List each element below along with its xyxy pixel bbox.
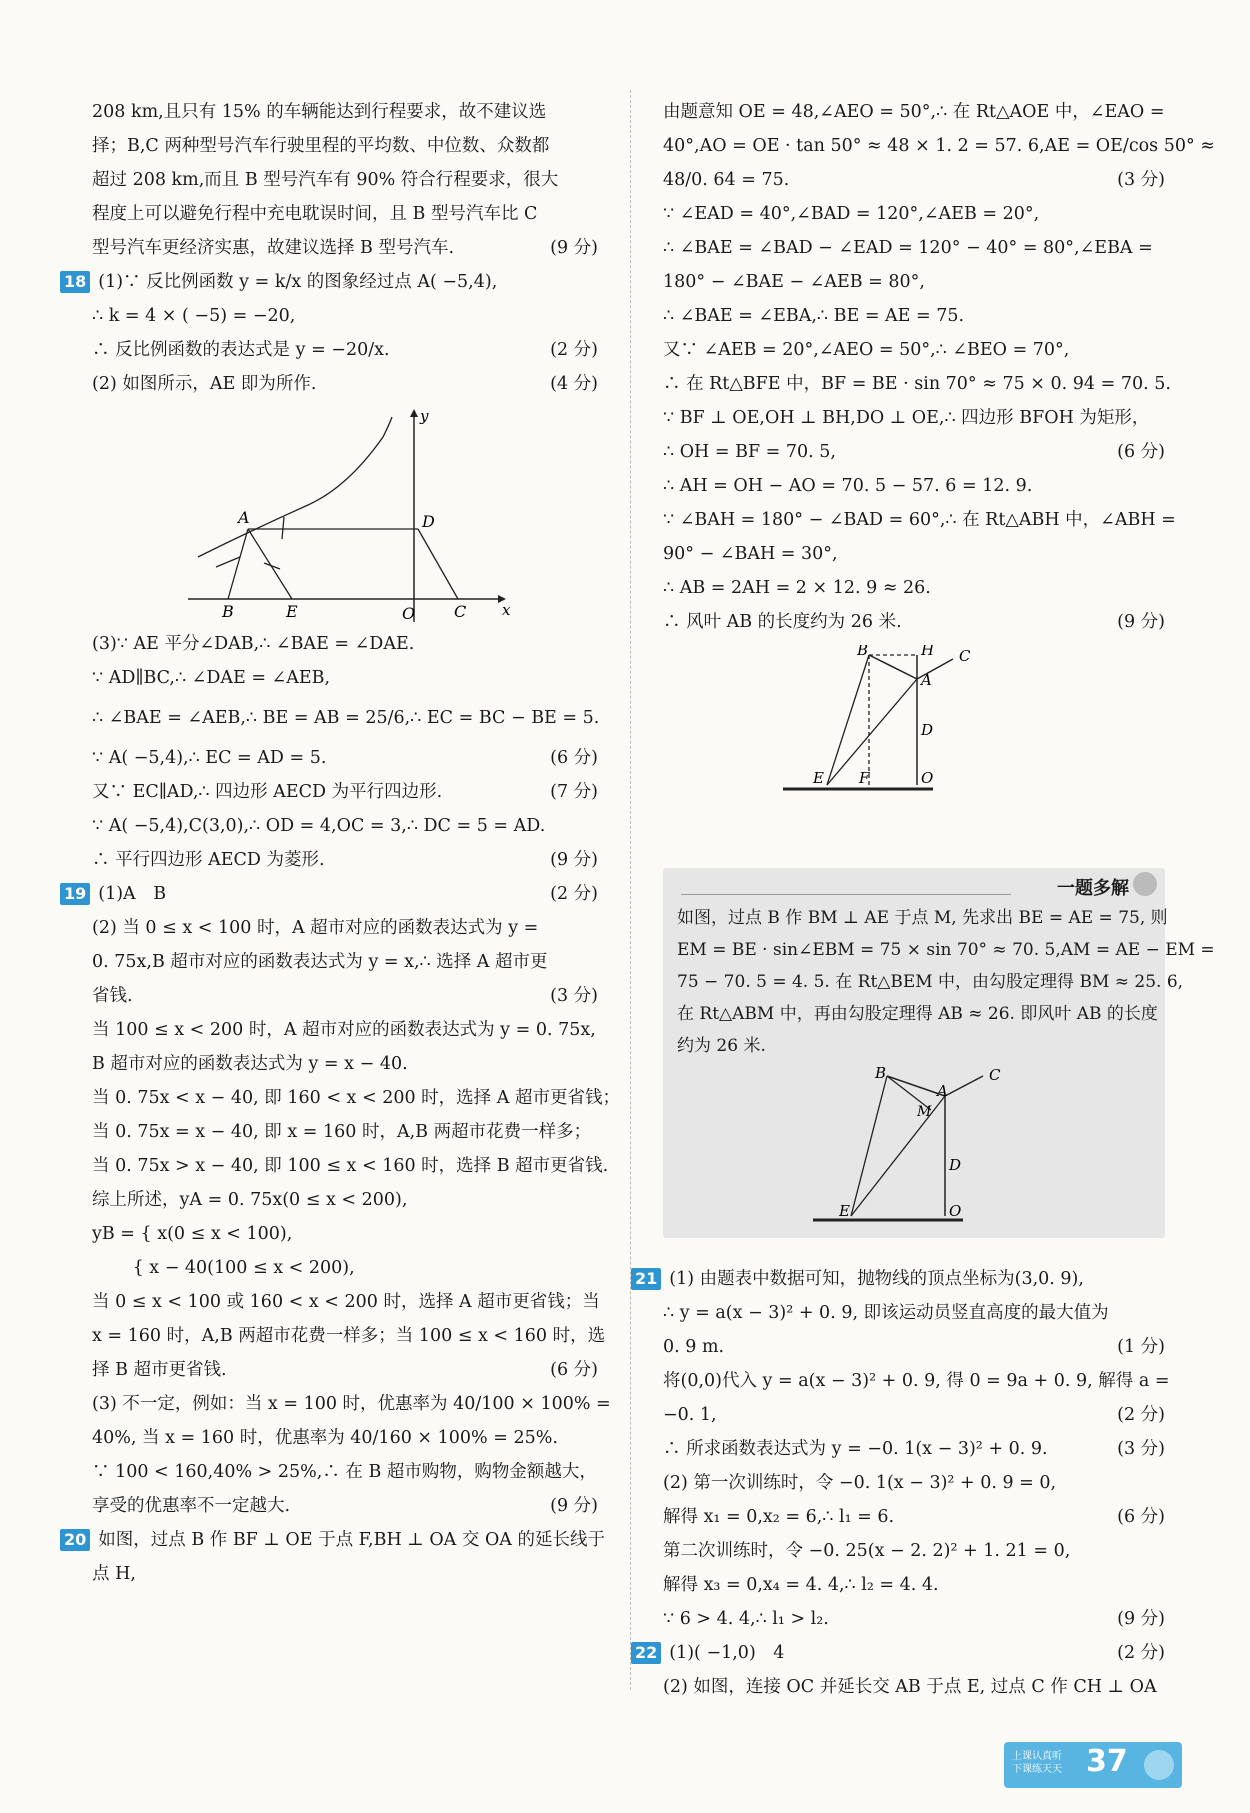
q21-line-7: (2) 第一次训练时，令 −0. 1(x − 3)² + 0. 9 = 0, [663, 1473, 1057, 1493]
question-number-22: 22 [631, 1642, 661, 1664]
score: (3 分) [550, 986, 598, 1006]
q20-solution-line-6: 180° − ∠BAE − ∠AEB = 80°, [663, 272, 925, 292]
label-F: F [859, 769, 870, 787]
question-number-18: 18 [60, 271, 90, 293]
q19-line-4: 省钱. (3 分) [92, 979, 598, 1013]
q20-solution-line-12: ∴ AH = OH − AO = 70. 5 − 57. 6 = 12. 9. [663, 476, 1033, 496]
label-B: B [857, 645, 869, 659]
question-number-20: 20 [60, 1529, 90, 1551]
q18-line-5: (3)∵ AE 平分∠DAB,∴ ∠BAE = ∠DAE. [92, 634, 415, 654]
label-E: E [813, 769, 824, 787]
score: (6 分) [1117, 1507, 1165, 1527]
q19-line-15: 择 B 超市更省钱. (6 分) [92, 1353, 598, 1387]
q17-line-1: 208 km,且只有 15% 的车辆能达到行程要求，故不建议选 [92, 102, 547, 122]
label-E: E [839, 1202, 850, 1220]
q20-solution-line-2: 40°,AO = OE · tan 50° ≈ 48 × 1. 2 = 57. 6,AE = OE/cos 50° ≈ [663, 136, 1215, 156]
label-y: y [420, 407, 429, 425]
label-E: E [286, 602, 298, 621]
q21-line-10: 解得 x₃ = 0,x₄ = 4. 4,∴ l₂ = 4. 4. [663, 1575, 939, 1595]
segment-AB [228, 529, 248, 599]
segment-BE [851, 1076, 887, 1216]
score: (1 分) [1117, 1337, 1165, 1357]
score: (9 分) [1117, 1609, 1165, 1629]
page-number: 37 [1086, 1744, 1128, 1779]
figure-20 [783, 645, 1013, 795]
figure-18 [188, 407, 528, 627]
box-line-5: 约为 26 米. [677, 1036, 766, 1056]
q18-line-9: 又∵ EC∥AD,∴ 四边形 AECD 为平行四边形. (7 分) [92, 782, 598, 802]
q19-line-13: 当 0 ≤ x < 100 或 160 < x < 200 时，选择 A 超市更省钱；当 [92, 1292, 600, 1312]
q20-solution-line-3: 48/0. 64 = 75. (3 分) [663, 163, 1165, 197]
q21-line-3: 0. 9 m. (1 分) [663, 1330, 1165, 1364]
blade-AB [869, 655, 917, 679]
label-C: C [989, 1066, 1001, 1084]
q18-line-4: (2) 如图所示，AE 即为所作. (4 分) [92, 374, 598, 394]
label-C: C [454, 602, 467, 621]
score: (9 分) [550, 238, 598, 258]
q21-line-6: ∴ 所求函数表达式为 y = −0. 1(x − 3)² + 0. 9. (3 分) [663, 1432, 1165, 1466]
q19-line-17: 40%, 当 x = 160 时，优惠率为 40/160 × 100% = 25%. [92, 1428, 558, 1448]
question-21 [635, 1262, 1170, 1636]
q20-solution-line-7: ∴ ∠BAE = ∠EBA,∴ BE = AE = 75. [663, 306, 965, 326]
q20-solution-line-4: ∵ ∠EAD = 40°,∠BAD = 120°,∠AEB = 20°, [663, 204, 1040, 224]
q19-line-6: B 超市对应的函数表达式为 y = x − 40. [92, 1054, 408, 1074]
q19-line-1: 19 (1)A B (2 分) [92, 877, 598, 911]
q18-line-10: ∵ A( −5,4),C(3,0),∴ OD = 4,OC = 3,∴ DC = 5 = AD. [92, 816, 546, 836]
q17-line-2: 择；B,C 两种型号汽车行驶里程的平均数、中位数、众数都 [92, 136, 550, 156]
q20-solution-line-1: 由题意知 OE = 48,∠AEO = 50°,∴ 在 Rt△AOE 中，∠EAO = [663, 102, 1165, 122]
q22-line-2: (2) 如图，连接 OC 并延长交 AB 于点 E, 过点 C 作 CH ⊥ OA [663, 1677, 1157, 1697]
q17-conclusion [92, 95, 598, 265]
mascot-icon [1144, 1750, 1174, 1780]
q18-line-3: ∴ 反比例函数的表达式是 y = −20/x. (2 分) [92, 340, 598, 360]
segment-DC [418, 529, 458, 599]
question-number-19: 19 [60, 883, 90, 905]
label-D: D [949, 1156, 962, 1174]
q21-line-1: 21 (1) 由题表中数据可知，抛物线的顶点坐标为(3,0. 9), [663, 1262, 1165, 1296]
score: (3 分) [1117, 1439, 1165, 1459]
q20-solution [663, 95, 1215, 639]
q18-line-7: ∴ ∠BAE = ∠AEB,∴ BE = AB = 25/6,∴ EC = BC − BE = 5. [92, 708, 600, 728]
left-column [64, 95, 620, 1591]
q21-line-4: 将(0,0)代入 y = a(x − 3)² + 0. 9, 得 0 = 9a + 0. 9, 解得 a = [663, 1371, 1170, 1391]
box-line-3: 75 − 70. 5 = 4. 5. 在 Rt△BEM 中，由勾股定理得 BM ≈ 25. 6, [677, 972, 1184, 992]
label-O: O [402, 604, 416, 623]
page-number-badge [1004, 1742, 1182, 1788]
score: (2 分) [550, 884, 598, 904]
right-column-lower [635, 1262, 1170, 1704]
q19-line-3: 0. 75x,B 超市对应的函数表达式为 y = x,∴ 选择 A 超市更 [92, 952, 548, 972]
q21-line-9: 第二次训练时，令 −0. 25(x − 2. 2)² + 1. 21 = 0, [663, 1541, 1071, 1561]
segment-AE [248, 529, 292, 599]
question-19 [64, 877, 620, 1523]
q19-line-12: { x − 40(100 ≤ x < 200), [92, 1258, 355, 1278]
q20-solution-line-9: ∴ 在 Rt△BFE 中，BF = BE · sin 70° ≈ 75 × 0. 94 = 70. 5. [663, 374, 1171, 394]
q20-solution-line-8: 又∵ ∠AEB = 20°,∠AEO = 50°,∴ ∠BEO = 70°, [663, 340, 1070, 360]
q20-solution-line-14: 90° − ∠BAH = 30°, [663, 544, 838, 564]
score: (9 分) [550, 1496, 598, 1516]
label-C: C [959, 647, 971, 665]
box-line-1: 如图，过点 B 作 BM ⊥ AE 于点 M, 先求出 BE = AE = 75, 则 [677, 908, 1168, 928]
q18-line-8: ∵ A( −5,4),∴ EC = AD = 5. (6 分) [92, 748, 598, 768]
segment-AE [827, 679, 917, 785]
q19-line-9: 当 0. 75x > x − 40, 即 100 ≤ x < 160 时，选择 B 超市更省钱. [92, 1156, 609, 1176]
label-x: x [502, 601, 511, 619]
score: (6 分) [550, 1360, 598, 1380]
q17-line-4: 程度上可以避免行程中充电耽误时间，且 B 型号汽车比 C [92, 204, 538, 224]
q18-line-2: ∴ k = 4 × ( −5) = −20, [92, 306, 296, 326]
q20-solution-line-5: ∴ ∠BAE = ∠BAD − ∠EAD = 120° − 40° = 80°,∠EBA = [663, 238, 1153, 258]
label-H: H [921, 645, 935, 659]
q20-solution-line-15: ∴ AB = 2AH = 2 × 12. 9 ≈ 26. [663, 578, 931, 598]
q20-line-2: 点 H, [92, 1564, 136, 1584]
box-line-2: EM = BE · sin∠EBM = 75 × sin 70° ≈ 70. 5,AM = AE − EM = [677, 940, 1215, 960]
box-title: 一题多解 [1057, 878, 1129, 899]
score: (2 分) [1117, 1405, 1165, 1425]
q22-line-1: 22 (1)( −1,0) 4 (2 分) [663, 1636, 1165, 1670]
q20-line-1: 20 如图，过点 B 作 BF ⊥ OE 于点 F,BH ⊥ OA 交 OA 的延长线于 [92, 1523, 598, 1557]
q18-line-11: ∴ 平行四边形 AECD 为菱形. (9 分) [92, 850, 598, 870]
score: (3 分) [1117, 170, 1165, 190]
q17-line-5: 型号汽车更经济实惠，故建议选择 B 型号汽车. (9 分) [92, 231, 598, 265]
q19-line-2: (2) 当 0 ≤ x < 100 时，A 超市对应的函数表达式为 y = [92, 918, 539, 938]
q20-solution-line-11: ∴ OH = BF = 70. 5, (6 分) [663, 435, 1165, 469]
label-A: A [937, 1082, 948, 1100]
q18-line-1: 18 (1)∵ 反比例函数 y = k/x 的图象经过点 A( −5,4), [92, 265, 598, 299]
score: (9 分) [1117, 612, 1165, 632]
hyperbola-curve [198, 417, 392, 557]
q19-line-11: yB = { x(0 ≤ x < 100), [92, 1224, 293, 1244]
q20-solution-line-10: ∵ BF ⊥ OE,OH ⊥ BH,DO ⊥ OE,∴ 四边形 BFOH 为矩形， [663, 408, 1150, 428]
question-number-21: 21 [631, 1268, 661, 1290]
label-B: B [875, 1066, 887, 1082]
q17-line-3: 超过 208 km,而且 B 型号汽车有 90% 符合行程要求，很大 [92, 170, 559, 190]
segment-BE [827, 655, 869, 785]
q19-line-10: 综上所述，yA = 0. 75x(0 ≤ x < 200), [92, 1190, 408, 1210]
q21-line-5: −0. 1, (2 分) [663, 1398, 1165, 1432]
label-D: D [921, 721, 934, 739]
figure-alt [813, 1066, 1033, 1226]
q19-line-8: 当 0. 75x = x − 40, 即 x = 160 时，A,B 两超市花费一样多； [92, 1122, 592, 1142]
label-O: O [949, 1202, 962, 1220]
label-B: B [222, 602, 234, 621]
q19-line-19: 享受的优惠率不一定越大. (9 分) [92, 1489, 598, 1523]
q21-line-8: 解得 x₁ = 0,x₂ = 6,∴ l₁ = 6. (6 分) [663, 1500, 1165, 1534]
blade-AC [945, 1076, 983, 1096]
box-text [677, 902, 1215, 1062]
q19-line-14: x = 160 时，A,B 两超市花费一样多；当 100 ≤ x < 160 时，选 [92, 1326, 606, 1346]
q19-line-7: 当 0. 75x < x − 40, 即 160 < x < 200 时，选择 A 超市更省钱； [92, 1088, 620, 1108]
column-divider [630, 90, 631, 1690]
label-D: D [422, 512, 435, 531]
q20-solution-line-16: ∴ 风叶 AB 的长度约为 26 米. (9 分) [663, 605, 1165, 639]
q19-line-5: 当 100 ≤ x < 200 时，A 超市对应的函数表达式为 y = 0. 75x, [92, 1020, 596, 1040]
box-rule [681, 894, 1011, 895]
q19-line-18: ∵ 100 < 160,40% > 25%,∴ 在 B 超市购物，购物金额越大， [92, 1462, 597, 1482]
q18-line-6: ∵ AD∥BC,∴ ∠DAE = ∠AEB, [92, 668, 331, 688]
q21-line-2: ∴ y = a(x − 3)² + 0. 9, 即该运动员竖直高度的最大值为 [663, 1303, 1109, 1323]
label-O: O [921, 769, 934, 787]
q21-line-11: ∵ 6 > 4. 4,∴ l₁ > l₂. (9 分) [663, 1602, 1165, 1636]
q20-solution-line-13: ∵ ∠BAH = 180° − ∠BAD = 60°,∴ 在 Rt△ABH 中，∠ABH = [663, 510, 1176, 530]
alternative-solution-box [663, 868, 1215, 1238]
right-column [663, 95, 1215, 795]
footer-slogan: 上课认真听 下课练天天 [1012, 1751, 1062, 1775]
label-A: A [238, 508, 250, 527]
q19-line-16: (3) 不一定，例如：当 x = 100 时，优惠率为 40/100 × 100% = [92, 1394, 611, 1414]
score: (6 分) [1117, 442, 1165, 462]
box-line-4: 在 Rt△ABM 中，再由勾股定理得 AB ≈ 26. 即风叶 AB 的长度 [677, 1004, 1158, 1024]
label-M: M [917, 1104, 932, 1120]
label-A: A [921, 671, 932, 689]
lightbulb-icon [1133, 872, 1157, 896]
